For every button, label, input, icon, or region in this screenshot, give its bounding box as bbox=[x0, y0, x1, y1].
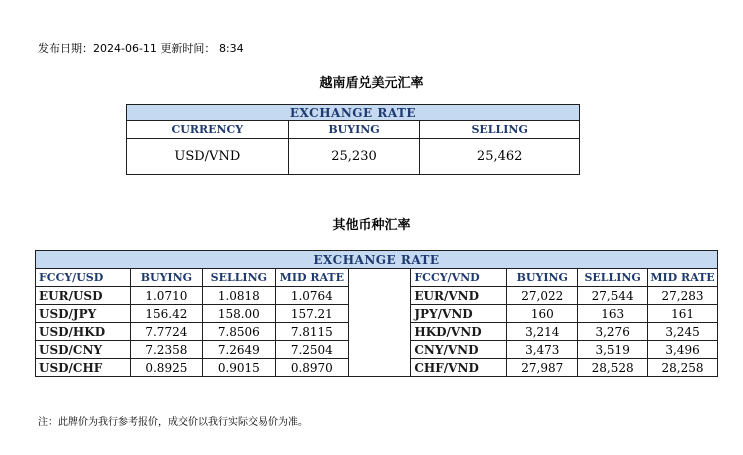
publish-date: 2024-06-11 bbox=[93, 42, 157, 55]
mid-rate-cell: 7.8115 bbox=[275, 323, 348, 341]
other-currencies-title: 其他币种汇率 bbox=[332, 218, 411, 233]
table-row bbox=[36, 341, 718, 359]
column-header-buying: BUYING bbox=[288, 121, 420, 139]
buying-cell: 1.0710 bbox=[130, 287, 202, 305]
publish-date-label: 发布日期： bbox=[38, 42, 93, 55]
mid-rate-cell: 27,283 bbox=[648, 287, 718, 305]
spacer-cell bbox=[348, 305, 411, 323]
pair-cell: CNY/VND bbox=[411, 341, 507, 359]
table-row bbox=[36, 359, 718, 377]
selling-cell: 3,276 bbox=[578, 323, 648, 341]
pair-cell: USD/CHF bbox=[36, 359, 131, 377]
mid-rate-cell: 0.8970 bbox=[275, 359, 348, 377]
buying-cell: 3,214 bbox=[507, 323, 578, 341]
spacer-cell bbox=[348, 323, 411, 341]
spacer-cell bbox=[348, 341, 411, 359]
column-header-selling: SELLING bbox=[420, 121, 580, 139]
mid-rate-cell: 157.21 bbox=[275, 305, 348, 323]
mid-rate-cell: 28,258 bbox=[648, 359, 718, 377]
update-time: 8:34 bbox=[218, 42, 244, 55]
publish-info bbox=[38, 40, 244, 56]
column-header-buying: BUYING bbox=[130, 269, 202, 287]
pair-cell: USD/HKD bbox=[36, 323, 131, 341]
buying-cell: 25,230 bbox=[288, 139, 420, 175]
buying-cell: 27,022 bbox=[507, 287, 578, 305]
other-currencies-table bbox=[35, 250, 718, 377]
selling-cell: 25,462 bbox=[420, 139, 580, 175]
pair-cell: EUR/VND bbox=[411, 287, 507, 305]
selling-cell: 0.9015 bbox=[202, 359, 275, 377]
exchange-rate-header: EXCHANGE RATE bbox=[127, 105, 580, 121]
table-row bbox=[127, 139, 580, 175]
buying-cell: 3,473 bbox=[507, 341, 578, 359]
selling-cell: 1.0818 bbox=[202, 287, 275, 305]
column-header-currency: CURRENCY bbox=[127, 121, 289, 139]
buying-cell: 160 bbox=[507, 305, 578, 323]
mid-rate-cell: 7.2504 bbox=[275, 341, 348, 359]
selling-cell: 28,528 bbox=[578, 359, 648, 377]
exchange-rate-header: EXCHANGE RATE bbox=[36, 251, 718, 269]
pair-cell: HKD/VND bbox=[411, 323, 507, 341]
column-header-mid-rate: MID RATE bbox=[648, 269, 718, 287]
column-header-fccy-vnd: FCCY/VND bbox=[411, 269, 507, 287]
vnd-usd-table bbox=[126, 104, 580, 175]
mid-rate-cell: 3,496 bbox=[648, 341, 718, 359]
selling-cell: 7.2649 bbox=[202, 341, 275, 359]
selling-cell: 158.00 bbox=[202, 305, 275, 323]
selling-cell: 27,544 bbox=[578, 287, 648, 305]
buying-cell: 7.2358 bbox=[130, 341, 202, 359]
column-header-fccy-usd: FCCY/USD bbox=[36, 269, 131, 287]
table-row bbox=[36, 287, 718, 305]
column-header-selling: SELLING bbox=[202, 269, 275, 287]
mid-rate-cell: 161 bbox=[648, 305, 718, 323]
column-header-mid-rate: MID RATE bbox=[275, 269, 348, 287]
vnd-usd-title: 越南盾兑美元汇率 bbox=[319, 76, 424, 91]
buying-cell: 0.8925 bbox=[130, 359, 202, 377]
buying-cell: 7.7724 bbox=[130, 323, 202, 341]
column-header-buying: BUYING bbox=[507, 269, 578, 287]
buying-cell: 27,987 bbox=[507, 359, 578, 377]
pair-cell: USD/JPY bbox=[36, 305, 131, 323]
update-time-label: 更新时间： bbox=[160, 42, 216, 55]
pair-cell: JPY/VND bbox=[411, 305, 507, 323]
selling-cell: 3,519 bbox=[578, 341, 648, 359]
column-header-selling: SELLING bbox=[578, 269, 648, 287]
spacer-cell bbox=[348, 269, 411, 287]
currency-cell: USD/VND bbox=[127, 139, 289, 175]
mid-rate-cell: 1.0764 bbox=[275, 287, 348, 305]
spacer-cell bbox=[348, 287, 411, 305]
pair-cell: CHF/VND bbox=[411, 359, 507, 377]
selling-cell: 7.8506 bbox=[202, 323, 275, 341]
disclaimer-note: 注：此牌价为我行参考报价，成交价以我行实际交易价为准。 bbox=[38, 417, 308, 428]
table-row bbox=[36, 323, 718, 341]
spacer-cell bbox=[348, 359, 411, 377]
pair-cell: EUR/USD bbox=[36, 287, 131, 305]
table-row bbox=[36, 305, 718, 323]
mid-rate-cell: 3,245 bbox=[648, 323, 718, 341]
buying-cell: 156.42 bbox=[130, 305, 202, 323]
selling-cell: 163 bbox=[578, 305, 648, 323]
pair-cell: USD/CNY bbox=[36, 341, 131, 359]
